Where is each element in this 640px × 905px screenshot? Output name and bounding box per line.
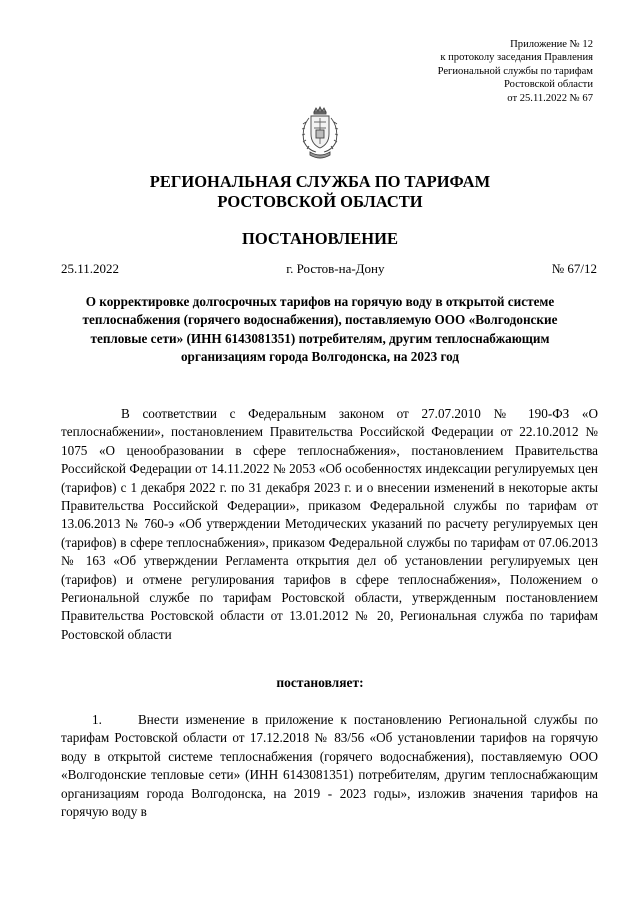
organization-title-line: РОСТОВСКОЙ ОБЛАСТИ [217, 192, 423, 211]
appendix-line: к протоколу заседания Правления [440, 52, 593, 64]
document-type: ПОСТАНОВЛЕНИЕ [242, 229, 398, 248]
coat-of-arms-icon [296, 106, 344, 160]
document-date: 25.11.2022 [61, 261, 120, 276]
document-subject: О корректировке долгосрочных тарифов на горячую воду в открытой системе теплоснабжения (горячего водоснабжения), поставляемую ООО «Волгодонские тепловые сети» (ИНН 6143081351) потребителям, другим теплоснабжающим организациям города Волгодонска, на 2023 год [82, 294, 558, 365]
organization-title-line: РЕГИОНАЛЬНАЯ СЛУЖБА ПО ТАРИФАМ [149, 172, 491, 191]
document-city: г. Ростов-на-Дону [286, 261, 385, 276]
list-item [61, 711, 598, 821]
appendix-note [438, 38, 593, 105]
appendix-line: Ростовской области [504, 79, 593, 91]
list-item-text: Внести изменение в приложение к постановлению Региональной службы по тарифам Ростовской области от 17.12.2018 № 83/56 «Об установлении тарифов на горячую воду в открытой системе теплоснабжения (горячего водоснабжения), поставляемую ООО «Волгодонские тепловые сети» (ИНН 6143081351) потребителям, другим теплоснабжающим организациям города Волгодонска, на 2019 - 2023 годы», изложив значения тарифов на горячую воду в [61, 712, 598, 820]
organization-title [0, 172, 640, 212]
list-item-number: 1. [92, 712, 102, 727]
document-number: № 67/12 [551, 261, 597, 276]
appendix-line: Приложение № 12 [510, 39, 593, 50]
resolves-heading: постановляет: [276, 675, 364, 690]
document-meta [61, 261, 597, 277]
appendix-line: Региональной службы по тарифам [437, 65, 593, 77]
appendix-line: от 25.11.2022 № 67 [507, 92, 593, 104]
preamble-paragraph: В соответствии с Федеральным законом от 27.07.2010 № 190-ФЗ «О теплоснабжении», постановлением Правительства Российской Федерации от 22.10.2012 № 1075 «О ценообразовании в сфере теплоснабжения», постановлением Правительства Российской Федерации от 14.11.2022 № 2053 «Об особенностях индексации регулируемых цен (тарифов) с 1 декабря 2022 г. по 31 декабря 2023 г. и о внесении изменений в некоторые акты Правительства Российской Федерации», приказом Федеральной службы по тарифам от 13.06.2013 № 760-э «Об утверждении Методических указаний по расчету регулируемых цен (тарифов) в сфере теплоснабжения», приказом Федеральной службы по тарифам от 07.06.2013 № 163 «Об утверждении Регламента открытия дел об установлении регулируемых цен (тарифов) и отмене регулирования тарифов в сфере теплоснабжения», Положением о Региональной службе по тарифам Ростовской области, утвержденным постановлением Правительства Ростовской области от 13.01.2012 № 20, Региональная служба по тарифам Ростовской области [61, 406, 598, 642]
